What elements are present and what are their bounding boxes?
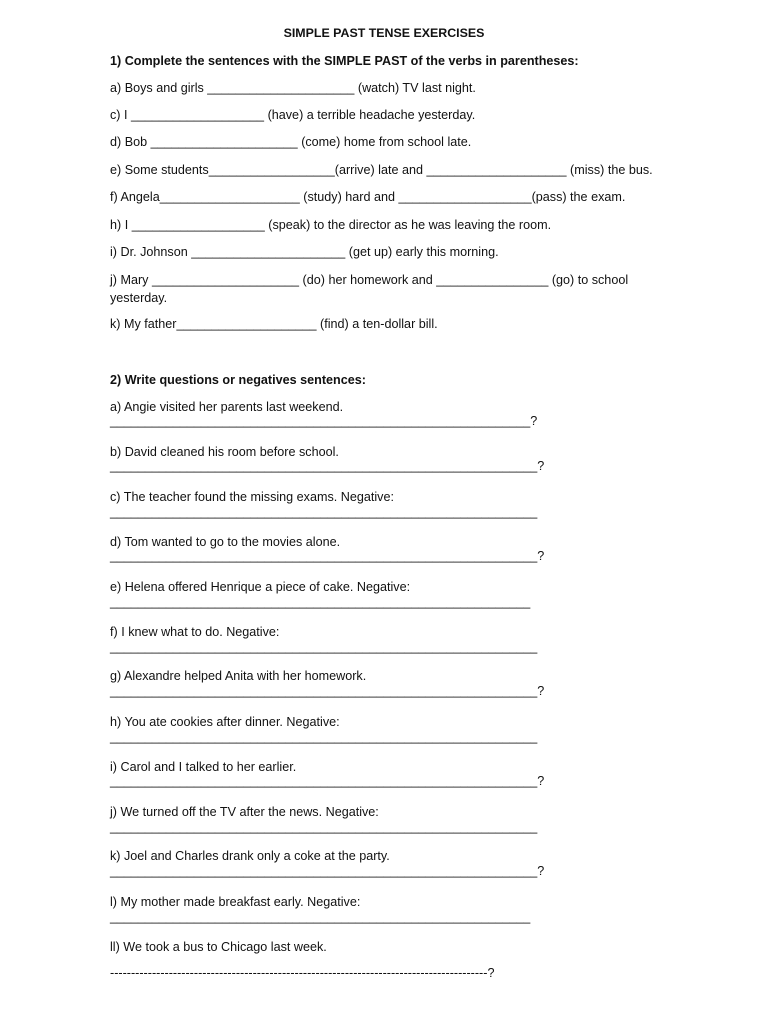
section2-item-c-prompt: c) The teacher found the missing exams. Negative: xyxy=(110,490,394,504)
section2-item-c-answer-line: _____________________________________________________________ xyxy=(110,505,538,519)
section2-item-h-answer-line: _____________________________________________________________ xyxy=(110,730,538,744)
section1-item-d: d) Bob _____________________ (come) home from school late. xyxy=(110,135,472,149)
section2-item-l-prompt: l) My mother made breakfast early. Negative: xyxy=(110,895,361,909)
section2-item-i-answer-line: _____________________________________________________________? xyxy=(110,774,545,788)
section2-item-i-prompt: i) Carol and I talked to her earlier. xyxy=(110,760,297,774)
section2-item-f-answer-line: _____________________________________________________________ xyxy=(110,640,538,654)
section2-item-a-prompt: a) Angie visited her parents last weekend. xyxy=(110,400,344,414)
section1-heading: 1) Complete the sentences with the SIMPLE PAST of the verbs in parentheses: xyxy=(110,54,579,68)
section2-item-f-prompt: f) I knew what to do. Negative: xyxy=(110,625,280,639)
section2-item-g-answer-line: _____________________________________________________________? xyxy=(110,684,545,698)
section2-item-g-prompt: g) Alexandre helped Anita with her homework. xyxy=(110,669,367,683)
section2-item-k-prompt: k) Joel and Charles drank only a coke at the party. xyxy=(110,849,390,863)
section2-item-ll-answer-line: ------------------------------------------------------------------------------------------? xyxy=(110,966,495,980)
section2-item-b-prompt: b) David cleaned his room before school. xyxy=(110,445,339,459)
section2-item-k-answer-line: _____________________________________________________________? xyxy=(110,864,545,878)
section2-item-j-answer-line: _____________________________________________________________ xyxy=(110,820,538,834)
section2-item-e-answer-line: ____________________________________________________________ xyxy=(110,595,531,609)
section2-item-h-prompt: h) You ate cookies after dinner. Negative: xyxy=(110,715,340,729)
section2-item-l-answer-line: ____________________________________________________________ xyxy=(110,910,531,924)
section1-item-a: a) Boys and girls _____________________ (watch) TV last night. xyxy=(110,81,476,95)
section1-item-h: h) I ___________________ (speak) to the director as he was leaving the room. xyxy=(110,218,552,232)
section2-item-a-answer-line: ____________________________________________________________? xyxy=(110,414,538,428)
section1-item-i: i) Dr. Johnson ______________________ (get up) early this morning. xyxy=(110,245,499,259)
section2-item-d-answer-line: _____________________________________________________________? xyxy=(110,549,545,563)
page-title: SIMPLE PAST TENSE EXERCISES xyxy=(283,26,485,40)
section1-item-e: e) Some students__________________(arrive) late and ____________________ (miss) the bus. xyxy=(110,163,653,177)
section1-item-j: j) Mary _____________________ (do) her homework and ________________ (go) to school yesterday. xyxy=(110,273,629,305)
section1-item-k: k) My father____________________ (find) a ten-dollar bill. xyxy=(110,317,438,331)
section1-item-c: c) I ___________________ (have) a terrible headache yesterday. xyxy=(110,108,476,122)
section2-item-d-prompt: d) Tom wanted to go to the movies alone. xyxy=(110,535,341,549)
section2-item-b-answer-line: _____________________________________________________________? xyxy=(110,459,545,473)
section2-item-j-prompt: j) We turned off the TV after the news. Negative: xyxy=(110,805,379,819)
section2-heading: 2) Write questions or negatives sentences: xyxy=(110,373,366,387)
section1-item-f: f) Angela____________________ (study) hard and ___________________(pass) the exam. xyxy=(110,190,626,204)
section2-item-ll-prompt: ll) We took a bus to Chicago last week. xyxy=(110,940,327,954)
section2-item-e-prompt: e) Helena offered Henrique a piece of cake. Negative: xyxy=(110,580,411,594)
